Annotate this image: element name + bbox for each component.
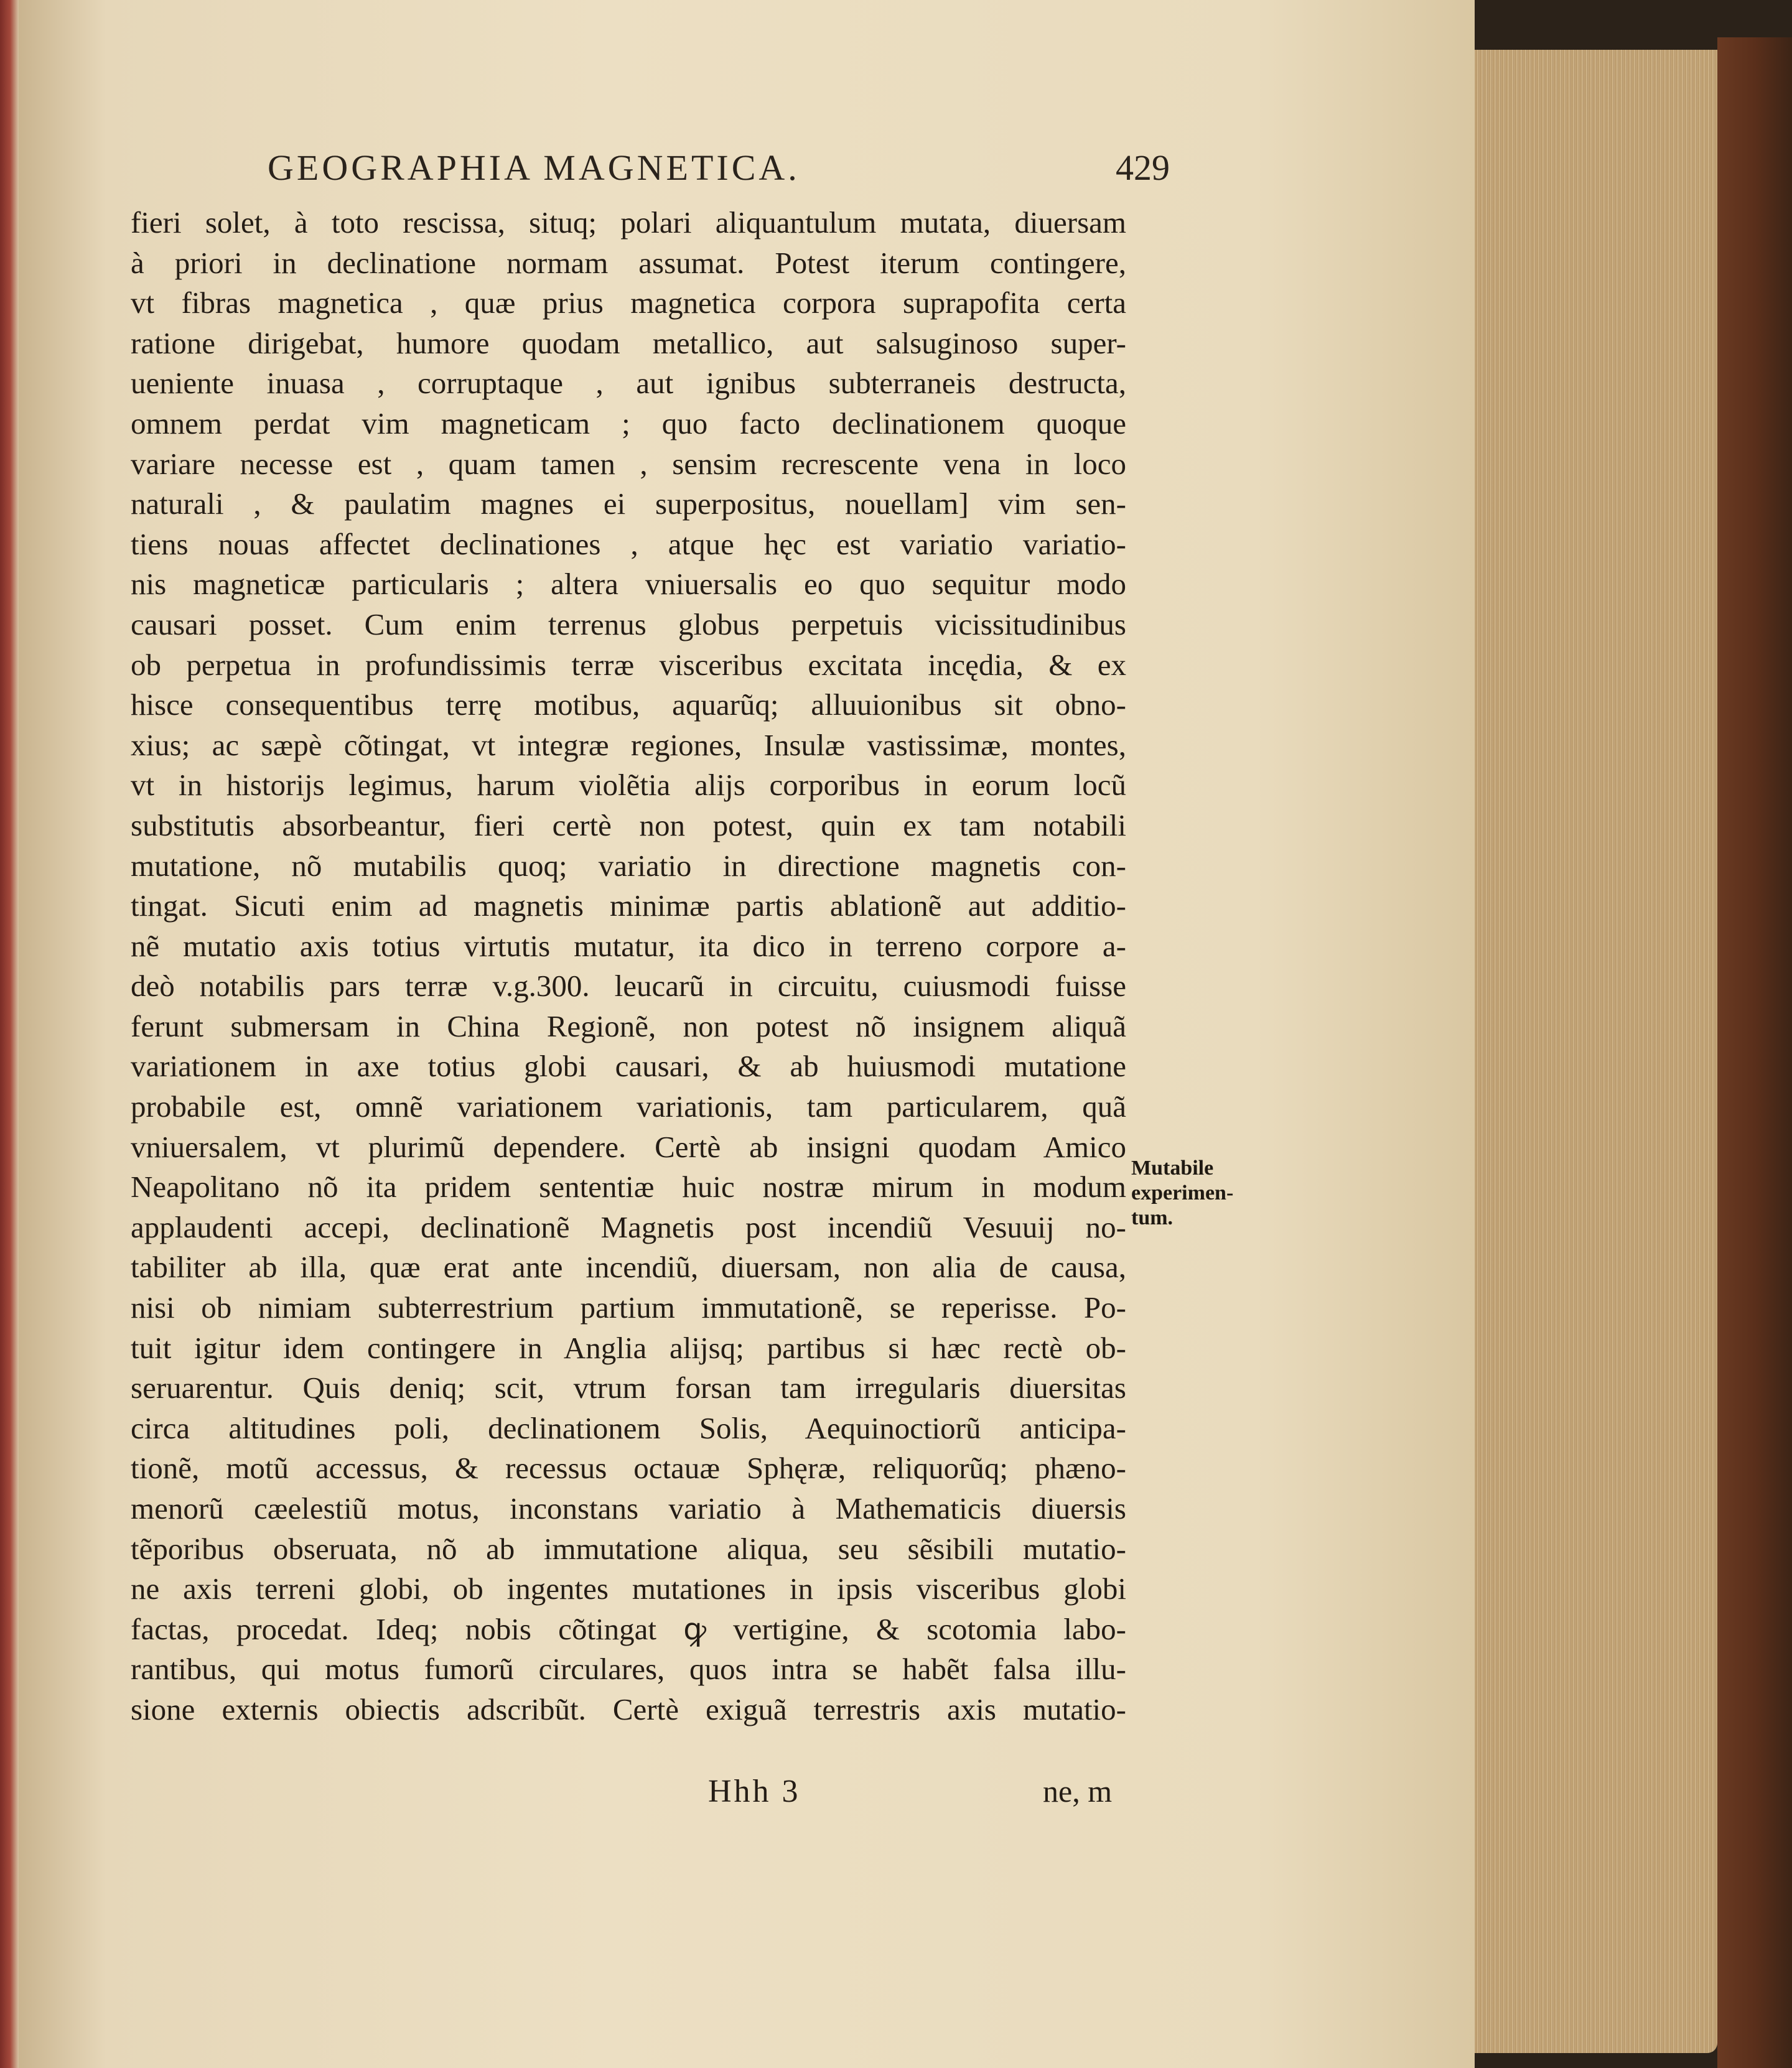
text-line: fieri solet, à toto rescissa, situq; polari aliquantulum mutata, diuersam — [131, 205, 1126, 240]
signature-mark: Hhh 3 — [708, 1774, 801, 1809]
text-line: sione externis obiectis adscribũt. Certè exiguã terrestris axis mutatio- — [131, 1692, 1126, 1726]
page-block-edges — [1475, 50, 1717, 2053]
text-line: Neapolitano nõ ita pridem sententiæ huic nostræ mirum in modum — [131, 1170, 1126, 1204]
text-line: substitutis absorbeantur, fieri certè non potest, quin ex tam notabili — [131, 808, 1126, 842]
margin-note-line: Mutabile — [1131, 1157, 1214, 1180]
text-line: tabiliter ab illa, quæ erat ante incendiũ, diuersam, non alia de causa, — [131, 1250, 1126, 1285]
catchword: ne, m — [1043, 1774, 1113, 1809]
running-head-title: GEOGRAPHIA MAGNETICA. — [268, 147, 800, 188]
text-line: deò notabilis pars terræ v.g.300. leucarũ in circuitu, cuiusmodi fuisse — [131, 969, 1126, 1004]
text-line: probabile est, omnẽ variationem variationis, tam particularem, quã — [131, 1089, 1126, 1124]
text-line: hisce consequentibus terrę motibus, aquarũq; alluuionibus sit obno- — [131, 687, 1126, 722]
body-text — [131, 203, 1126, 1730]
book-cover — [1717, 37, 1792, 2068]
text-line: seruarentur. Quis deniq; scit, vtrum forsan tam irregularis diuersitas — [131, 1371, 1126, 1405]
text-line: causari posset. Cum enim terrenus globus perpetuis vicissitudinibus — [131, 607, 1126, 641]
text-line: tẽporibus obseruata, nõ ab immutatione aliqua, seu sẽsibili mutatio- — [131, 1531, 1126, 1566]
text-line: vt in historijs legimus, harum violẽtia alijs corporibus in eorum locũ — [131, 768, 1126, 803]
text-line: tiens nouas affectet declinationes , atque hęc est variatio variatio- — [131, 526, 1126, 561]
text-line: mutatione, nõ mutabilis quoq; variatio in directione magnetis con- — [131, 848, 1126, 883]
text-line: menorũ cæelestiũ motus, inconstans variatio à Mathematicis diuersis — [131, 1491, 1126, 1525]
binding-edge — [0, 0, 19, 2068]
running-head — [268, 147, 1170, 203]
text-line: applaudenti accepi, declinationẽ Magnetis post incendiũ Vesuuij no- — [131, 1209, 1126, 1244]
margin-note-line: tum. — [1131, 1206, 1174, 1229]
text-line: vniuersalem, vt plurimũ dependere. Certè ab insigni quodam Amico — [131, 1129, 1126, 1164]
text-line: nẽ mutatio axis totius virtutis mutatur, ita dico in terreno corpore a- — [131, 928, 1126, 963]
text-line: vt fibras magnetica , quæ prius magnetica corpora suprapofita certa — [131, 286, 1126, 320]
text-line: tionẽ, motũ accessus, & recessus octauæ Sphęræ, reliquorũq; phæno- — [131, 1451, 1126, 1486]
text-line: ferunt submersam in China Regionẽ, non potest nõ insignem aliquã — [131, 1008, 1126, 1043]
margin-note — [1131, 1156, 1274, 1231]
text-line: rantibus, qui motus fumorũ circulares, quos intra se habẽt falsa illu- — [131, 1652, 1126, 1687]
text-line: factas, procedat. Ideq; nobis cõtingat ꝙ vertigine, & scotomia labo- — [131, 1611, 1126, 1646]
text-line: ne axis terreni globi, ob ingentes mutationes in ipsis visceribus globi — [131, 1572, 1126, 1606]
text-line: ob perpetua in profundissimis terræ visceribus excitata incędia, & ex — [131, 647, 1126, 682]
text-line: nisi ob nimiam subterrestrium partium immutationẽ, se reperisse. Po- — [131, 1290, 1126, 1325]
text-line: ueniente inuasa , corruptaque , aut ignibus subterraneis destructa, — [131, 366, 1126, 401]
text-line: omnem perdat vim magneticam ; quo facto declinationem quoque — [131, 406, 1126, 440]
text-line: circa altitudines poli, declinationem Solis, Aequinoctiorũ anticipa- — [131, 1410, 1126, 1445]
text-line: variationem in axe totius globi causari, & ab huiusmodi mutatione — [131, 1049, 1126, 1084]
text-line: tuit igitur idem contingere in Anglia alijsq; partibus si hæc rectè ob- — [131, 1330, 1126, 1365]
text-line: nis magneticæ particularis ; altera vniuersalis eo quo sequitur modo — [131, 567, 1126, 602]
text-line: variare necesse est , quam tamen , sensim recrescente vena in loco — [131, 446, 1126, 481]
page-number: 429 — [1116, 147, 1170, 188]
text-line: ratione dirigebat, humore quodam metallico, aut salsuginoso super- — [131, 325, 1126, 360]
text-line: xius; ac sæpè cõtingat, vt integræ regiones, Insulæ vastissimæ, montes, — [131, 727, 1126, 762]
text-line: tingat. Sicuti enim ad magnetis minimæ partis ablationẽ aut additio- — [131, 888, 1126, 923]
text-line: à priori in declinatione normam assumat. Potest iterum contingere, — [131, 245, 1126, 280]
text-line: naturali , & paulatim magnes ei superpositus, nouellam] vim sen- — [131, 487, 1126, 521]
margin-note-line: experimen- — [1131, 1181, 1234, 1204]
